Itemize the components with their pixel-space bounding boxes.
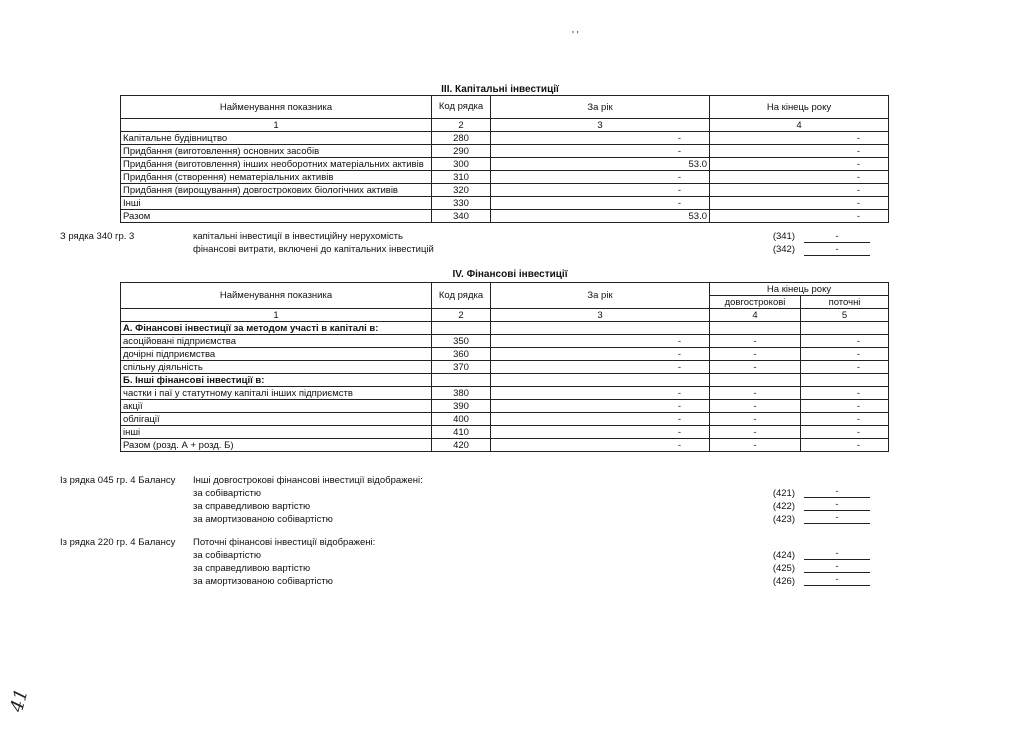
row-code: 330	[432, 197, 491, 210]
note4b-item-value: -	[804, 574, 870, 586]
group-a-title: А. Фінансові інвестиції за методом участі в капіталі в:	[121, 322, 432, 335]
row-name: Інші	[121, 197, 432, 210]
row-long: -	[710, 387, 801, 400]
row-long: -	[710, 426, 801, 439]
note4b-item-code: (425)	[772, 563, 795, 574]
empty-cell	[491, 322, 710, 335]
row-current: -	[801, 413, 889, 426]
section4-title: IV. Фінансові інвестиції	[452, 269, 568, 280]
section3-title: III. Капітальні інвестиції	[441, 84, 559, 95]
row-code: 350	[432, 335, 491, 348]
note3-item-text: капітальні інвестиції в інвестиційну нерухомість	[193, 231, 403, 242]
table-row	[121, 387, 889, 400]
note4a-item-value: -	[804, 512, 870, 524]
empty-cell	[491, 374, 710, 387]
col-num: 3	[491, 119, 710, 132]
header-current: поточні	[801, 296, 889, 309]
header-year: За рік	[491, 283, 710, 309]
note4a-heading: Інші довгострокові фінансові інвестиції відображені:	[193, 475, 423, 486]
row-year: -	[491, 145, 710, 158]
financial-investments-table	[120, 282, 889, 452]
row-year: 53.0	[491, 158, 710, 171]
row-name: частки і паї у статутному капіталі інших підприємств	[121, 387, 432, 400]
col-num: 5	[801, 309, 889, 322]
note4a-item-value: -	[804, 486, 870, 498]
group-b-title: Б. Інші фінансові інвестиції в:	[121, 374, 432, 387]
note3-item-code: (342)	[772, 244, 795, 255]
table-row	[121, 361, 889, 374]
row-long: -	[710, 413, 801, 426]
row-name: Придбання (створення) нематеріальних активів	[121, 171, 432, 184]
note4b-heading: Поточні фінансові інвестиції відображені:	[193, 537, 376, 548]
table-row	[121, 426, 889, 439]
row-year: 53.0	[491, 210, 710, 223]
row-year: -	[491, 171, 710, 184]
row-year: -	[491, 197, 710, 210]
table-row	[121, 335, 889, 348]
row-code: 400	[432, 413, 491, 426]
row-code: 410	[432, 426, 491, 439]
row-name: Придбання (виготовлення) інших необоротних матеріальних активів	[121, 158, 432, 171]
header-name: Найменування показника	[121, 96, 432, 119]
col-num: 3	[491, 309, 710, 322]
row-year: -	[491, 361, 710, 374]
row-name: Разом	[121, 210, 432, 223]
row-code: 380	[432, 387, 491, 400]
group-row	[121, 374, 889, 387]
note4a-label: Із рядка 045 гр. 4 Балансу	[60, 475, 176, 486]
header-code: Код рядка	[432, 283, 491, 309]
note3-item-value: -	[804, 244, 870, 256]
row-long: -	[710, 439, 801, 452]
row-end: -	[710, 197, 889, 210]
note4a-item-code: (423)	[772, 514, 795, 525]
row-code: 420	[432, 439, 491, 452]
row-current: -	[801, 348, 889, 361]
note4b-item-text: за собівартістю	[193, 550, 261, 561]
row-end: -	[710, 171, 889, 184]
row-end: -	[710, 158, 889, 171]
row-name: акції	[121, 400, 432, 413]
row-current: -	[801, 439, 889, 452]
row-current: -	[801, 335, 889, 348]
table-row	[121, 158, 889, 171]
note4a-item-value: -	[804, 499, 870, 511]
row-year: -	[491, 439, 710, 452]
note4a-item-code: (421)	[772, 488, 795, 499]
header-year: За рік	[491, 96, 710, 119]
table-row	[121, 171, 889, 184]
row-current: -	[801, 426, 889, 439]
row-name: облігації	[121, 413, 432, 426]
header-end: На кінець року	[710, 96, 889, 119]
col-num: 1	[121, 119, 432, 132]
row-code: 370	[432, 361, 491, 374]
row-current: -	[801, 361, 889, 374]
table-row	[121, 197, 889, 210]
note4b-item-text: за амортизованою собівартістю	[193, 576, 333, 587]
column-numbers-row	[121, 119, 889, 132]
header-end: На кінець року	[710, 283, 889, 296]
note4b-item-value: -	[804, 548, 870, 560]
note3-item-value: -	[804, 231, 870, 243]
row-code: 360	[432, 348, 491, 361]
empty-cell	[801, 374, 889, 387]
note4a-item-text: за справедливою вартістю	[193, 501, 311, 512]
row-end: -	[710, 132, 889, 145]
empty-cell	[710, 322, 801, 335]
row-code: 320	[432, 184, 491, 197]
table-row	[121, 184, 889, 197]
row-name: Разом (розд. А + розд. Б)	[121, 439, 432, 452]
header-name: Найменування показника	[121, 283, 432, 309]
row-year: -	[491, 426, 710, 439]
note4a-item-text: за амортизованою собівартістю	[193, 514, 333, 525]
note4b-item-value: -	[804, 561, 870, 573]
note3-item-text: фінансові витрати, включені до капітальних інвестицій	[193, 244, 434, 255]
row-name: Придбання (виготовлення) основних засобів	[121, 145, 432, 158]
table-row-total	[121, 439, 889, 452]
row-name: дочірні підприємства	[121, 348, 432, 361]
row-year: -	[491, 348, 710, 361]
column-numbers-row	[121, 309, 889, 322]
row-year: -	[491, 413, 710, 426]
table-row	[121, 145, 889, 158]
capital-investments-table	[120, 95, 889, 223]
row-code: 300	[432, 158, 491, 171]
empty-cell	[432, 374, 491, 387]
row-year: -	[491, 132, 710, 145]
note4b-item-text: за справедливою вартістю	[193, 563, 311, 574]
col-num: 4	[710, 119, 889, 132]
row-end: -	[710, 184, 889, 197]
note3-label: З рядка 340 гр. 3	[60, 231, 135, 242]
row-long: -	[710, 335, 801, 348]
row-code: 390	[432, 400, 491, 413]
row-long: -	[710, 361, 801, 374]
row-year: -	[491, 184, 710, 197]
row-long: -	[710, 348, 801, 361]
row-code: 290	[432, 145, 491, 158]
row-year: -	[491, 335, 710, 348]
row-name: інші	[121, 426, 432, 439]
col-num: 1	[121, 309, 432, 322]
row-name: Капітальне будівництво	[121, 132, 432, 145]
row-current: -	[801, 400, 889, 413]
note4b-label: Із рядка 220 гр. 4 Балансу	[60, 537, 176, 548]
row-code: 280	[432, 132, 491, 145]
row-name: асоційовані підприємства	[121, 335, 432, 348]
row-code: 340	[432, 210, 491, 223]
row-current: -	[801, 387, 889, 400]
note4a-item-text: за собівартістю	[193, 488, 261, 499]
row-long: -	[710, 400, 801, 413]
table-row	[121, 132, 889, 145]
table-row	[121, 400, 889, 413]
table-row	[121, 348, 889, 361]
row-name: спільну діяльність	[121, 361, 432, 374]
handwritten-page-mark: 41	[6, 686, 33, 715]
col-num: 4	[710, 309, 801, 322]
group-row	[121, 322, 889, 335]
note4b-item-code: (426)	[772, 576, 795, 587]
empty-cell	[432, 322, 491, 335]
table-row-total	[121, 210, 889, 223]
col-num: 2	[432, 119, 491, 132]
note4a-item-code: (422)	[772, 501, 795, 512]
row-end: -	[710, 210, 889, 223]
row-year: -	[491, 387, 710, 400]
header-code: Код рядка	[432, 96, 491, 119]
top-mark: ' '	[572, 30, 579, 41]
row-code: 310	[432, 171, 491, 184]
note4b-item-code: (424)	[772, 550, 795, 561]
row-end: -	[710, 145, 889, 158]
empty-cell	[801, 322, 889, 335]
empty-cell	[710, 374, 801, 387]
row-year: -	[491, 400, 710, 413]
row-name: Придбання (вирощування) довгострокових біологічних активів	[121, 184, 432, 197]
note3-item-code: (341)	[772, 231, 795, 242]
header-long-term: довгострокові	[710, 296, 801, 309]
col-num: 2	[432, 309, 491, 322]
table-row	[121, 413, 889, 426]
